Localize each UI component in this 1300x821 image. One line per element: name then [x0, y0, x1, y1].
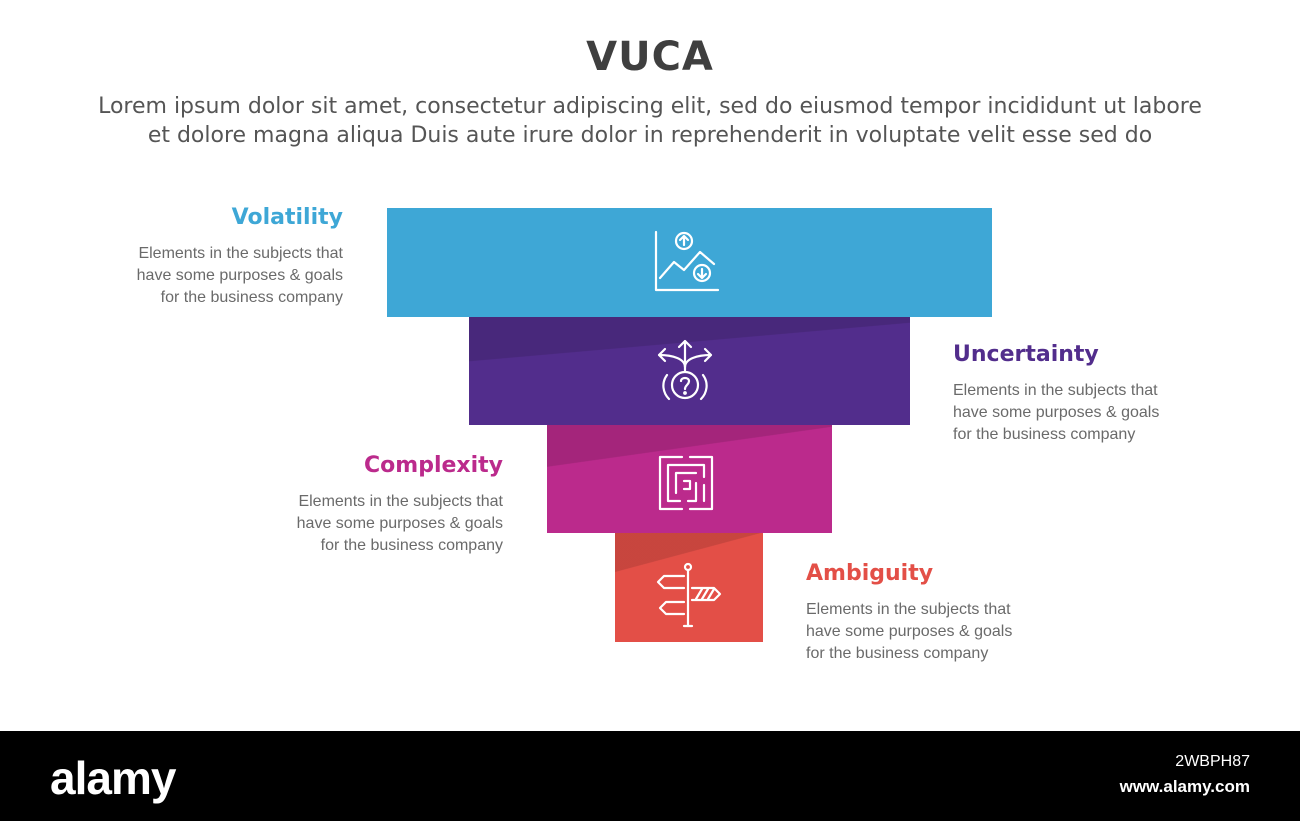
- desc-line: for the business company: [806, 645, 989, 662]
- page-title: VUCA: [586, 34, 714, 80]
- desc-line: for the business company: [160, 289, 343, 306]
- desc-line: Elements in the subjects that: [298, 493, 503, 510]
- desc-line: Elements in the subjects that: [953, 382, 1158, 399]
- volatility-chart-icon: [652, 228, 722, 294]
- brand-logo: alamy: [50, 752, 176, 804]
- desc-line: have some purposes & goals: [806, 623, 1013, 640]
- subtitle-line-2: et dolore magna aliqua Duis aute irure dolor in reprehenderit in voluptate velit esse sed do: [147, 123, 1153, 148]
- desc-line: for the business company: [320, 537, 503, 554]
- subtitle-line-1: Lorem ipsum dolor sit amet, consectetur adipiscing elit, sed do eiusmod tempor incididunt ut labore: [98, 94, 1202, 119]
- desc-line: have some purposes & goals: [953, 404, 1160, 421]
- desc-ambiguity: [806, 599, 1066, 665]
- maze-icon: [656, 453, 716, 513]
- label-complexity: Complexity: [364, 453, 503, 478]
- label-volatility: Volatility: [231, 205, 343, 230]
- desc-volatility: [83, 243, 343, 309]
- label-ambiguity: Ambiguity: [806, 561, 934, 586]
- desc-complexity: [243, 491, 503, 557]
- desc-line: Elements in the subjects that: [138, 245, 343, 262]
- desc-line: have some purposes & goals: [136, 267, 343, 284]
- desc-line: Elements in the subjects that: [806, 601, 1011, 618]
- site-url[interactable]: www.alamy.com: [1119, 777, 1250, 796]
- footer-bar: [0, 731, 1300, 821]
- page-subtitle: [50, 92, 1250, 150]
- image-id: 2WBPH87: [1175, 753, 1250, 770]
- signpost-icon: [656, 562, 722, 630]
- direction-question-icon: [653, 337, 717, 407]
- desc-line: have some purposes & goals: [296, 515, 503, 532]
- desc-line: for the business company: [953, 426, 1136, 443]
- desc-uncertainty: [953, 380, 1213, 446]
- label-uncertainty: Uncertainty: [953, 342, 1099, 367]
